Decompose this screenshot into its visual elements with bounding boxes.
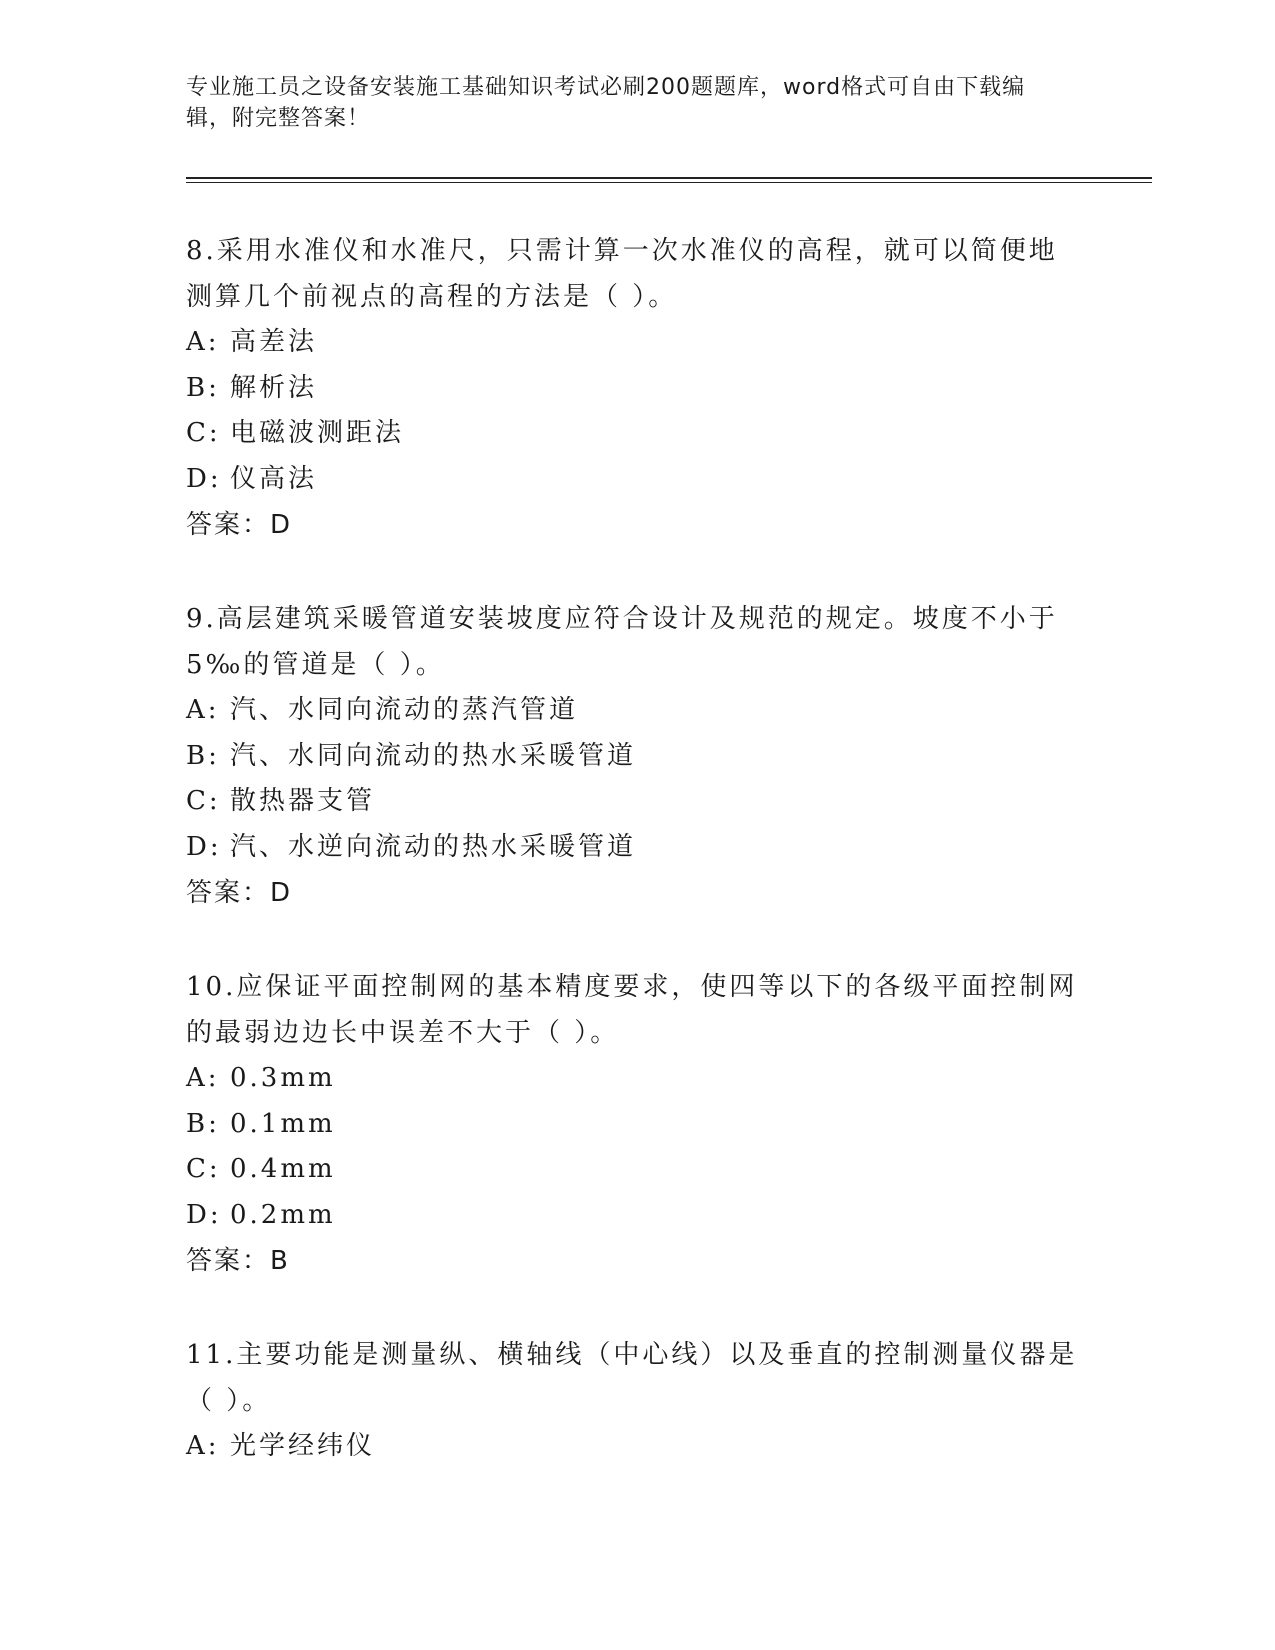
option-letter: B: — [186, 372, 220, 403]
option-letter: D: — [186, 463, 222, 494]
question-stem: 11.主要功能是测量纵、横轴线（中心线）以及垂直的控制测量仪器是（ ）。 — [186, 1340, 1078, 1416]
option-d — [186, 825, 1086, 871]
option-b — [186, 366, 1086, 412]
option-text: 电磁波测距法 — [230, 418, 405, 448]
option-a — [186, 1056, 1086, 1102]
question-9 — [186, 596, 1086, 916]
option-a — [186, 688, 1086, 734]
option-d — [186, 1193, 1086, 1239]
option-letter: D: — [186, 1199, 222, 1230]
option-a — [186, 1424, 1086, 1470]
option-d — [186, 457, 1086, 503]
option-letter: A: — [186, 695, 220, 725]
option-text: 汽、水同向流动的蒸汽管道 — [230, 695, 579, 725]
option-letter: C: — [186, 418, 221, 448]
question-11 — [186, 1332, 1086, 1470]
answer-line: 答案：D — [186, 510, 293, 540]
option-letter: C: — [186, 1154, 221, 1184]
option-b — [186, 1102, 1086, 1148]
option-text: 高差法 — [230, 327, 318, 357]
answer-line: 答案：D — [186, 878, 293, 908]
question-stem: 9.高层建筑采暖管道安装坡度应符合设计及规范的规定。坡度不小于5‰的管道是（ ）。 — [186, 604, 1058, 680]
option-letter: B: — [186, 1108, 220, 1139]
option-text: 汽、水逆向流动的热水采暖管道 — [230, 831, 637, 862]
question-10 — [186, 964, 1086, 1284]
option-letter: A: — [186, 1431, 220, 1461]
option-text: 光学经纬仪 — [230, 1431, 376, 1461]
question-stem: 10.应保证平面控制网的基本精度要求，使四等以下的各级平面控制网的最弱边边长中误差不大于（ ）。 — [186, 972, 1078, 1048]
option-text: 0.2mm — [230, 1199, 336, 1230]
option-c — [186, 779, 1086, 825]
option-text: 解析法 — [230, 372, 318, 403]
option-text: 0.4mm — [230, 1154, 336, 1184]
option-c — [186, 411, 1086, 457]
header-divider-thin — [186, 182, 1152, 183]
header-divider-thick — [186, 177, 1152, 179]
option-text: 0.3mm — [230, 1063, 336, 1093]
option-letter: C: — [186, 786, 221, 816]
option-letter: A: — [186, 1063, 220, 1093]
question-8 — [186, 228, 1086, 548]
option-text: 0.1mm — [230, 1108, 336, 1139]
option-text: 汽、水同向流动的热水采暖管道 — [230, 740, 637, 771]
option-a — [186, 320, 1086, 366]
question-list — [186, 228, 1086, 1518]
answer-line: 答案：B — [186, 1246, 290, 1276]
option-letter: A: — [186, 327, 220, 357]
option-text: 散热器支管 — [230, 786, 376, 816]
option-text: 仪高法 — [230, 463, 318, 494]
option-letter: D: — [186, 831, 222, 862]
option-b — [186, 734, 1086, 780]
option-c — [186, 1147, 1086, 1193]
option-letter: B: — [186, 740, 220, 771]
page-header: 专业施工员之设备安装施工基础知识考试必刷200题题库，word格式可自由下载编辑，附完整答案！ — [186, 75, 1026, 131]
question-stem: 8.采用水准仪和水准尺，只需计算一次水准仪的高程，就可以简便地测算几个前视点的高程的方法是（ ）。 — [186, 236, 1058, 312]
